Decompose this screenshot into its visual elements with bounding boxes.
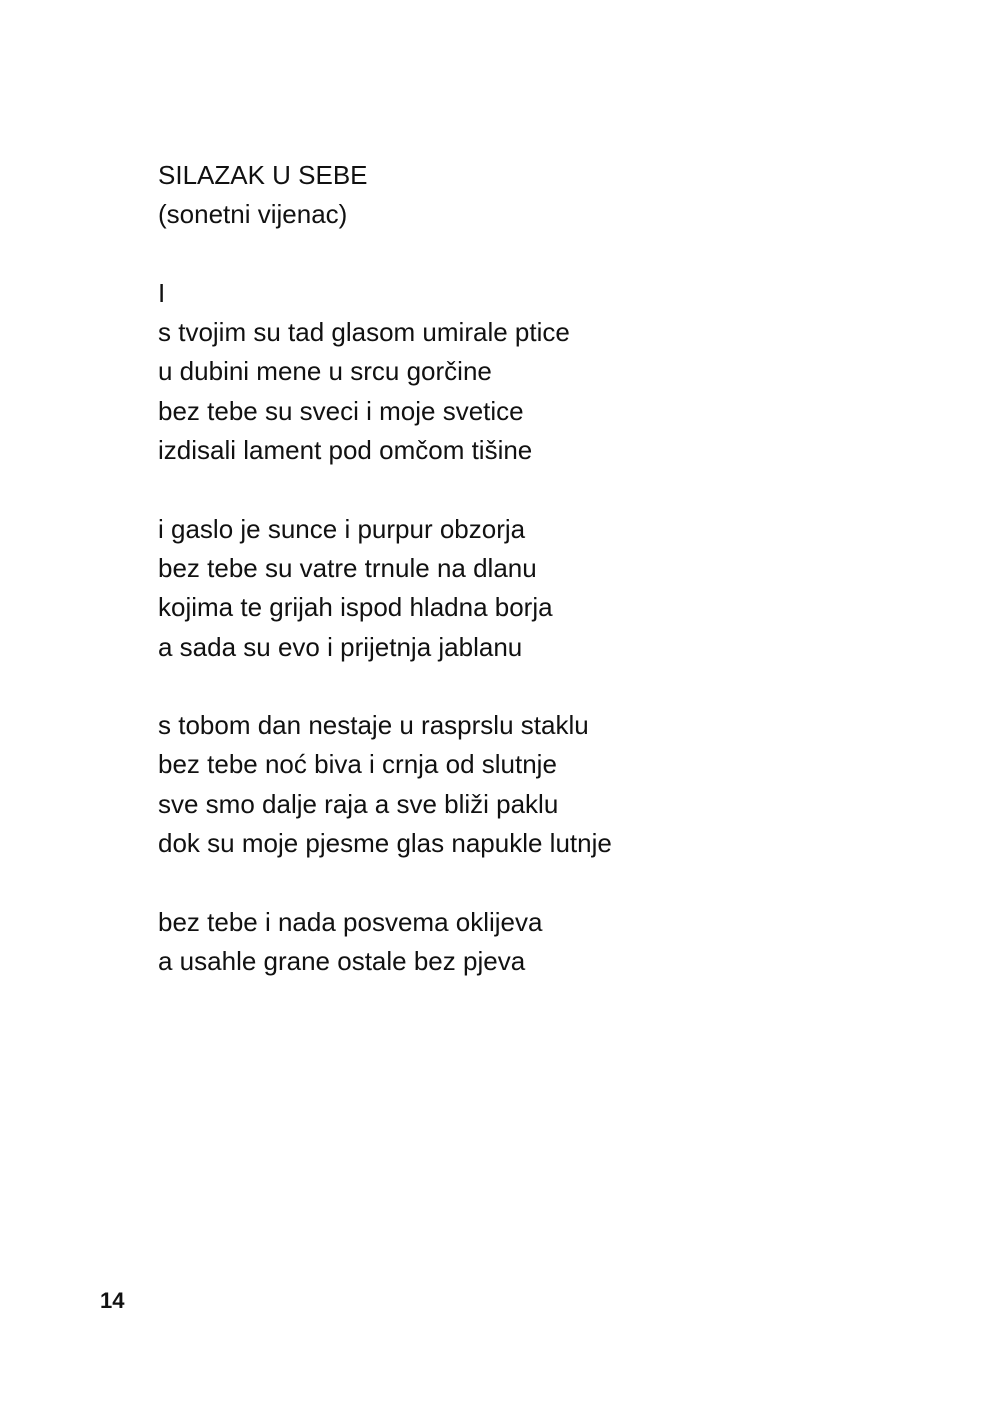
poem-subtitle: (sonetni vijenac)	[158, 199, 348, 230]
stanza-gap	[158, 863, 858, 902]
stanza-gap	[158, 470, 858, 509]
verse-line: bez tebe su vatre trnule na dlanu	[158, 552, 537, 583]
verse-line: kojima te grijah ispod hladna borja	[158, 592, 553, 623]
verse-line: s tvojim su tad glasom umirale ptice	[158, 317, 570, 348]
verse-line: i gaslo je sunce i purpur obzorja	[158, 513, 526, 544]
spacer	[158, 235, 858, 274]
verse-line: bez tebe i nada posvema oklijeva	[158, 906, 543, 937]
poem-title: SILAZAK U SEBE	[158, 160, 368, 190]
verse-line: a usahle grane ostale bez pjeva	[158, 945, 526, 976]
stanza-3	[158, 706, 858, 863]
verse-line: u dubini mene u srcu gorčine	[158, 356, 492, 387]
section-numeral: I	[158, 277, 166, 308]
stanza-1	[158, 313, 858, 470]
verse-line: bez tebe noć biva i crnja od slutnje	[158, 749, 557, 780]
verse-line: sve smo dalje raja a sve bliži paklu	[158, 788, 559, 819]
stanza-2	[158, 510, 858, 667]
stanza-4	[158, 903, 858, 982]
verse-line: izdisali lament pod omčom tišine	[158, 435, 533, 466]
verse-line: dok su moje pjesme glas napukle lutnje	[158, 828, 612, 859]
poem	[158, 156, 858, 981]
verse-line: a sada su evo i prijetnja jablanu	[158, 631, 523, 662]
page-number: 14	[100, 1288, 125, 1313]
stanza-gap	[158, 667, 858, 706]
verse-line: s tobom dan nestaje u rasprslu staklu	[158, 710, 589, 741]
verse-line: bez tebe su sveci i moje svetice	[158, 395, 524, 426]
